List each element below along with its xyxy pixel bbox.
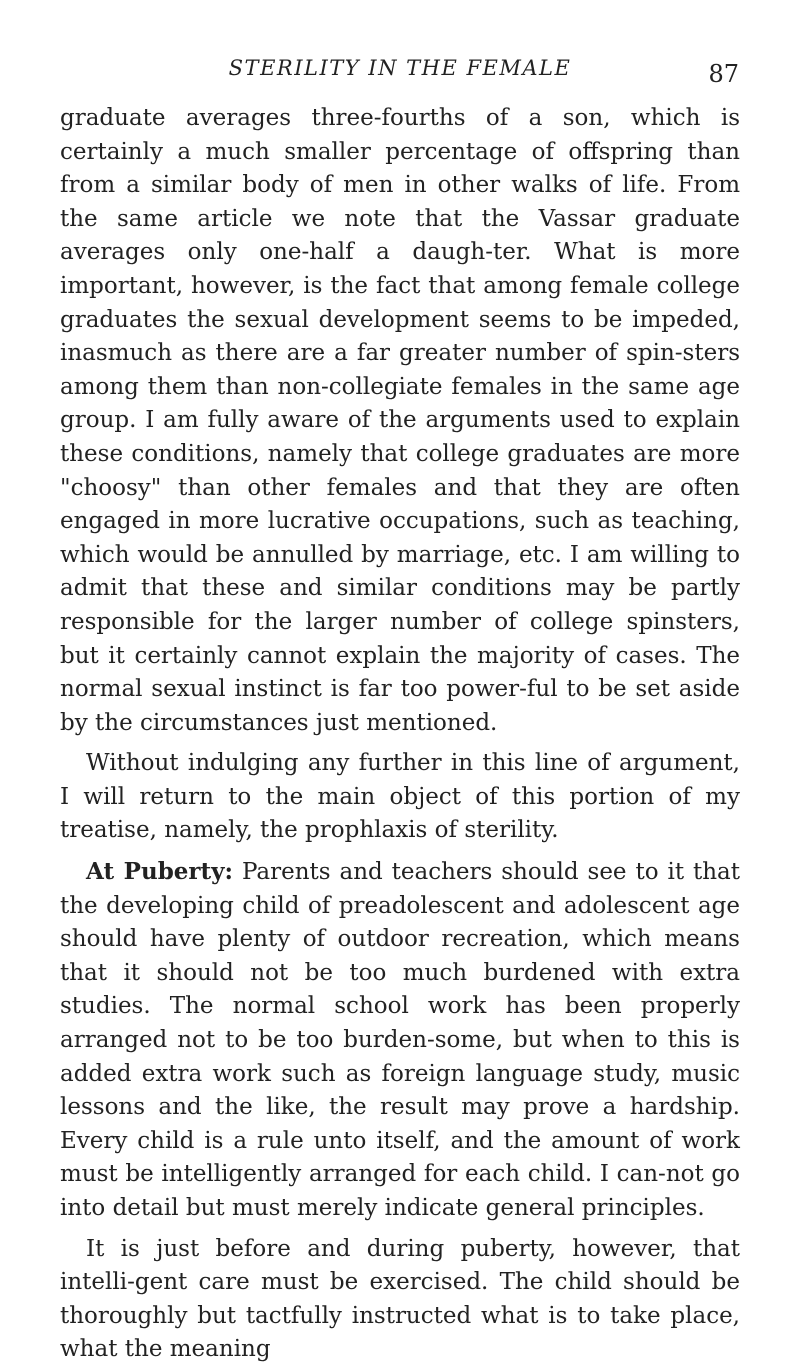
paragraph-4: It is just before and during puberty, however, that intelli-gent care must be exercised. The child should be thoroughly but tactfully instructed what is to take place, what the meaning	[60, 1235, 740, 1363]
section-heading-at-puberty: At Puberty:	[86, 858, 234, 886]
book-page	[60, 52, 740, 1367]
body-text	[60, 102, 740, 1367]
running-header	[60, 52, 740, 90]
paragraph-2: Without indulging any further in this line of argument, I will return to the main object of this portion of my treatise, namely, the prophlaxis of sterility.	[60, 750, 740, 844]
paragraph-1: graduate averages three-fourths of a son, which is certainly a much smaller percentage of offspring than from a similar body of men in other walks of life. From the same article we note that the Vassar graduate averages only one-half a daugh-ter. What is more important, however, is the fact that among female college graduates the sexual development seems to be impeded, inasmuch as there are a far greater number of spin-sters among them than non-collegiate females in the same age group. I am fully aware of the arguments used to explain these conditions, namely that college graduates are more "choosy" than other females and that they are often engaged in more lucrative occupations, such as teaching, which would be annulled by marriage, etc. I am willing to admit that these and similar conditions may be partly responsible for the larger number of college spinsters, but it certainly cannot explain the majority of cases. The normal sexual instinct is far too power-ful to be set aside by the circumstances just mentioned.	[60, 105, 740, 736]
paragraph-3	[60, 855, 740, 1226]
running-title: STERILITY IN THE FEMALE	[228, 56, 572, 80]
paragraph-3-text: Parents and teachers should see to it that the developing child of preadolescent and adolescent age should have plenty of outdoor recreation, which means that it should not be too much burdened with extra studies. The normal school work has been properly arranged not to be too burden-some, but when to this is added extra work such as foreign language study, music lessons and the like, the result may prove a hardship. Every child is a rule unto itself, and the amount of work must be intelligently arranged for each child. I can-not go into detail but must merely indicate general principles.	[60, 859, 740, 1221]
page-number: 87	[708, 60, 739, 88]
